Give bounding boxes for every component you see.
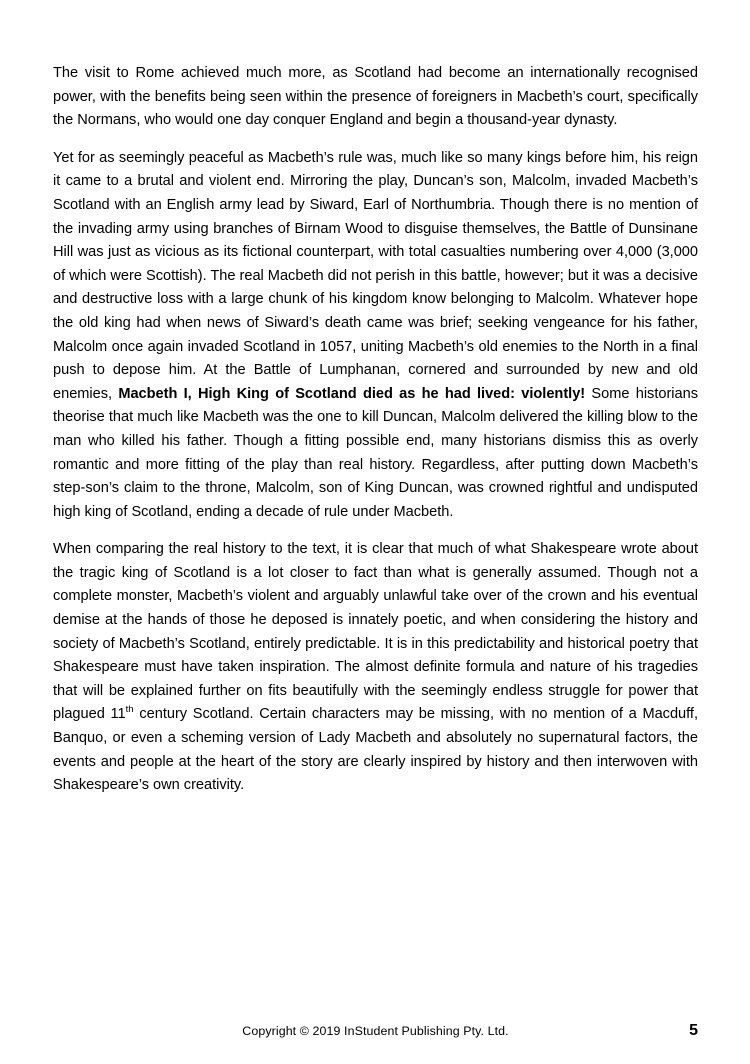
paragraph: Yet for as seemingly peaceful as Macbeth’s rule was, much like so many kings before him, his reign it came to a brutal and violent end. Mirroring the play, Duncan’s son, Malcolm, invaded Macbeth’s Scotland with an English army lead by Siward, Earl of Northumbria. Though there is no mention of the invading army using branches of Birnam Wood to disguise themselves, the Battle of Dunsinane Hill was just as vicious as its fictional counterpart, with total casualties numbering over 4,000 (3,000 of which were Scottish). The real Macbeth did not perish in this battle, however; but it was a decisive and destructive loss with a large chunk of his kingdom know belonging to Malcolm. Whatever hope the old king had when news of Siward’s death came was brief; seeking vengeance for his father, Malcolm once again invaded Scotland in 1057, uniting Macbeth’s old enemies to the North in a final push to depose him. At the Battle of Lumphanan, cornered and surrounded by new and old enemies, Macbeth I, High King of Scotland died as he had lived: violently! Some historians theorise that much like Macbeth was the one to kill Duncan, Malcolm delivered the killing blow to the man who killed his father. Though a fitting possible end, many historians dismiss this as overly romantic and more fitting of the play than real history. Regardless, after putting down Macbeth’s step-son’s claim to the throne, Malcolm, son of King Duncan, was crowned rightful and undisputed high king of Scotland, ending a decade of rule under Macbeth. — [53, 149, 698, 520]
page-number: 5 — [689, 1022, 698, 1039]
paragraph: The visit to Rome achieved much more, as Scotland had become an internationally recognised power, with the benefits being seen within the presence of foreigners in Macbeth’s court, specifically the Normans, who would one day conquer England and begin a thousand-year dynasty. — [53, 65, 698, 129]
page-footer — [53, 1020, 698, 1042]
ordinal-superscript: th — [125, 704, 134, 716]
emphasis-bold: Macbeth I, High King of Scotland died as he had lived: violently! — [118, 385, 586, 402]
copyright-notice: Copyright © 2019 InStudent Publishing Pty. Ltd. — [242, 1024, 509, 1038]
paragraph: When comparing the real history to the text, it is clear that much of what Shakespeare wrote about the tragic king of Scotland is a lot closer to fact than what is generally assumed. Though not a complete monster, Macbeth’s violent and arguably unlawful take over of the crown and his eventual demise at the hands of those he deposed is innately poetic, and when considering the history and society of Macbeth’s Scotland, entirely predictable. It is in this predictability and historical poetry that Shakespeare must have taken inspiration. The almost definite formula and nature of his tragedies that will be explained further on fits beautifully with the seemingly endless struggle for power that plagued 11th century Scotland. Certain characters may be missing, with no mention of a Macduff, Banquo, or even a scheming version of Lady Macbeth and absolutely no supernatural factors, the events and people at the heart of the story are clearly inspired by history and then interwoven with Shakespeare’s own creativity. — [53, 541, 698, 794]
page-body — [53, 62, 698, 798]
